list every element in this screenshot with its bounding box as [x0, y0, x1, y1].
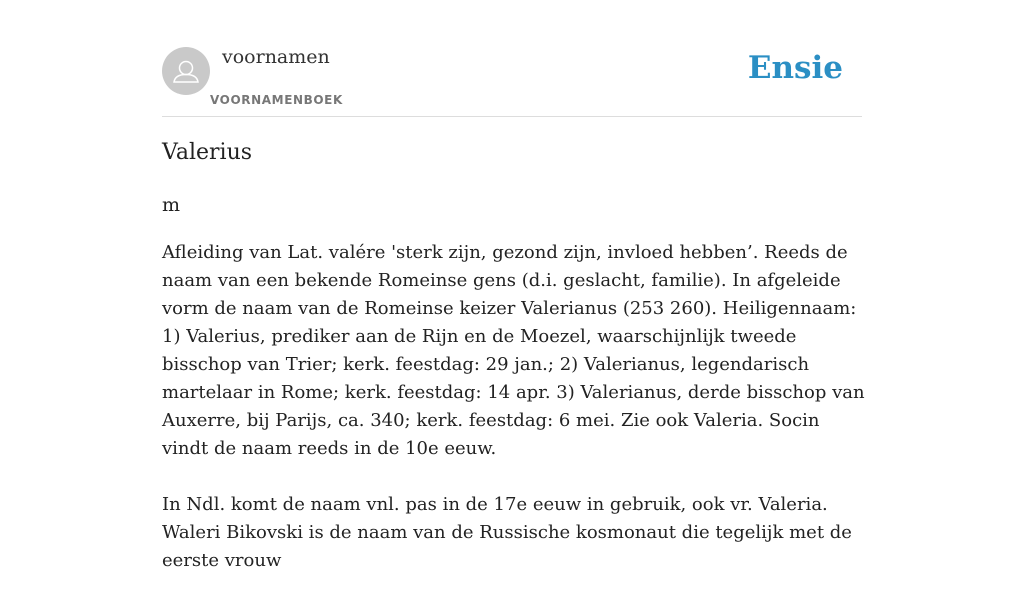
entry-title: Valerius: [162, 140, 253, 165]
entry-paragraph: Afleiding van Lat. valére 'sterk zijn, gezond zijn, invloed hebben’. Reeds de naam van een bekende Romeinse gens (d.i. geslacht, familie). In afgeleide vorm de naam van de Romeinse keizer Valerianus (253 260). Heiligennaam: 1) Valerius, prediker aan de Rijn en de Moezel, waarschijnlijk tweede bisschop van Trier; kerk. feestdag: 29 jan.; 2) Valerianus, legendarisch martelaar in Rome; kerk. feestdag: 14 apr. 3) Valerianus, derde bisschop van Auxerre, bij Parijs, ca. 340; kerk. feestdag: 6 mei. Zie ook Valeria. Socin vindt de naam reeds in de 10e eeuw.: [162, 242, 865, 459]
entry-paragraph: In Ndl. komt de naam vnl. pas in de 17e eeuw in gebruik, ook vr. Valeria. Waleri Bikovski is de naam van de Russische kosmonaut die tegelijk met de eerste vrouw: [162, 494, 852, 571]
source-avatar[interactable]: [162, 47, 210, 95]
entry-body: [162, 239, 866, 603]
user-icon: [162, 47, 210, 95]
ensie-logo[interactable]: Ensie: [747, 50, 843, 86]
entry-gender: m: [162, 194, 181, 216]
source-header: [162, 46, 862, 117]
source-name[interactable]: voornamen: [222, 46, 330, 68]
source-subtitle[interactable]: VOORNAMENBOEK: [210, 93, 343, 107]
